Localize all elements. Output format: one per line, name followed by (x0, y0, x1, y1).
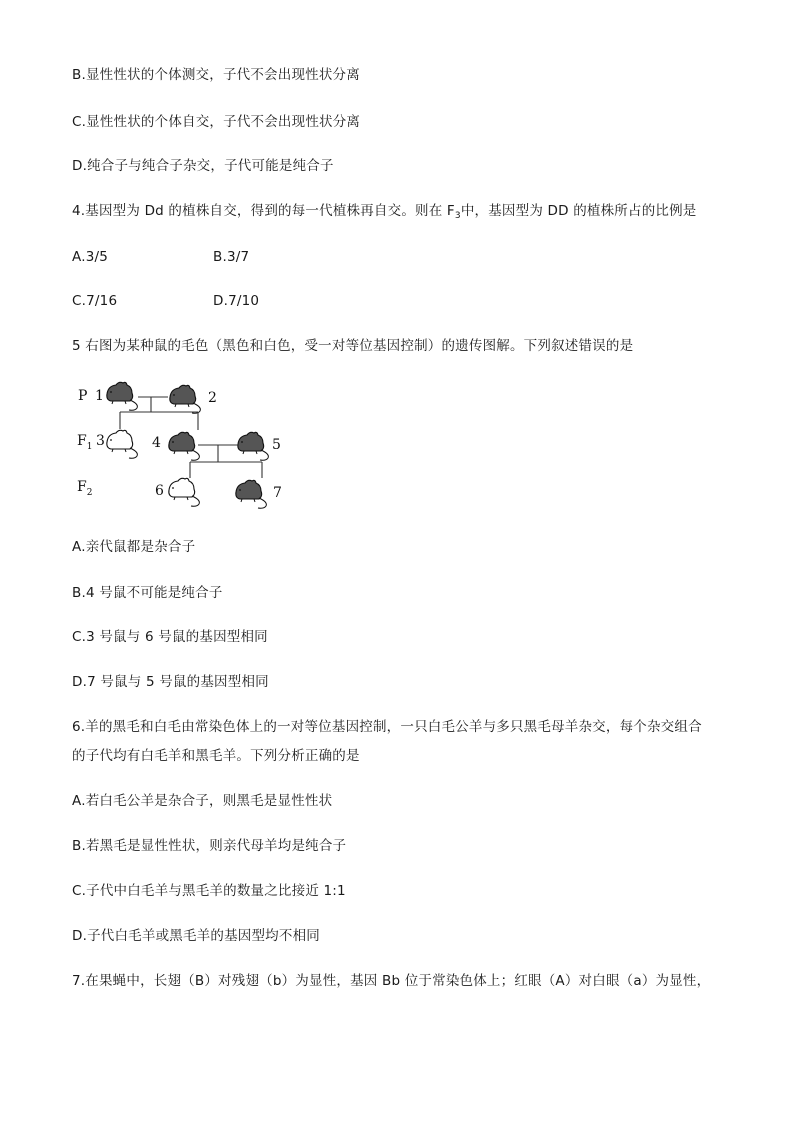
mouse-6-white-icon (169, 478, 200, 506)
q3-option-b: B.显性性状的个体测交，子代不会出现性状分离 (72, 67, 360, 83)
q6-option-c: C.子代中白毛羊与黑毛羊的数量之比接近 1:1 (72, 883, 346, 899)
mouse-number-5: 5 (272, 437, 281, 453)
mouse-7-black-icon (236, 480, 267, 508)
q4-option-c: C.7/16 (72, 293, 118, 309)
gen-label-f1-letter: F (77, 433, 87, 449)
q3-option-d: D.纯合子与纯合子杂交，子代可能是纯合子 (72, 158, 334, 174)
pedigree-diagram (72, 375, 312, 510)
q4-option-d: D.7/10 (213, 293, 260, 309)
mouse-number-1: 1 (95, 388, 104, 404)
q4-stem-part2: 中，基因型为 DD 的植株所占的比例是 (460, 203, 697, 219)
gen-label-f2 (77, 479, 92, 498)
q4-option-a: A.3/5 (72, 249, 109, 265)
q5-option-b: B.4 号鼠不可能是纯合子 (72, 585, 223, 601)
gen-label-f2-sub: 2 (86, 488, 93, 498)
mouse-number-7: 7 (273, 485, 282, 501)
q5-option-a: A.亲代鼠都是杂合子 (72, 539, 196, 555)
q6-stem-line2: 的子代均有白毛羊和黑毛羊。下列分析正确的是 (72, 748, 360, 764)
q7-stem-line1: 7.在果蝇中，长翅（B）对残翅（b）为显性，基因 Bb 位于常染色体上；红眼（A）对白眼（a）为显性， (72, 973, 711, 989)
q4-stem-part1: 4.基因型为 Dd 的植株自交，得到的每一代植株再自交。则在 F (72, 203, 455, 219)
gen-label-f1-sub: 1 (86, 442, 93, 452)
mouse-5-black-icon (238, 432, 269, 460)
q4-option-b: B.3/7 (213, 249, 250, 265)
q4-stem-subscript: 3 (454, 211, 461, 221)
q3-option-c: C.显性性状的个体自交，子代不会出现性状分离 (72, 114, 361, 130)
q4-stem (72, 202, 697, 225)
q4-options-row2 (72, 292, 260, 310)
mouse-number-2: 2 (208, 390, 217, 406)
q5-option-c: C.3 号鼠与 6 号鼠的基因型相同 (72, 629, 268, 645)
mouse-number-4: 4 (152, 435, 161, 451)
mouse-3-white-icon (107, 430, 138, 458)
q4-options-row1 (72, 248, 250, 266)
gen-label-f2-letter: F (77, 479, 87, 495)
mouse-2-black-icon (170, 385, 201, 413)
q6-option-b: B.若黑毛是显性性状，则亲代母羊均是纯合子 (72, 838, 347, 854)
q5-option-d: D.7 号鼠与 5 号鼠的基因型相同 (72, 674, 269, 690)
q5-stem: 5 右图为某种鼠的毛色（黑色和白色，受一对等位基因控制）的遗传图解。下列叙述错误的是 (72, 338, 634, 354)
q6-option-a: A.若白毛公羊是杂合子，则黑毛是显性性状 (72, 793, 333, 809)
q6-stem-line1: 6.羊的黑毛和白毛由常染色体上的一对等位基因控制，一只白毛公羊与多只黑毛母羊杂交，每个杂交组合 (72, 719, 702, 735)
q6-option-d: D.子代白毛羊或黑毛羊的基因型均不相同 (72, 928, 320, 944)
mouse-4-black-icon (169, 432, 200, 460)
gen-label-f1 (77, 433, 92, 452)
mouse-1-black-icon (107, 382, 138, 410)
gen-label-p: P (78, 388, 88, 404)
mouse-number-3: 3 (96, 433, 105, 449)
mouse-number-6: 6 (155, 483, 164, 499)
